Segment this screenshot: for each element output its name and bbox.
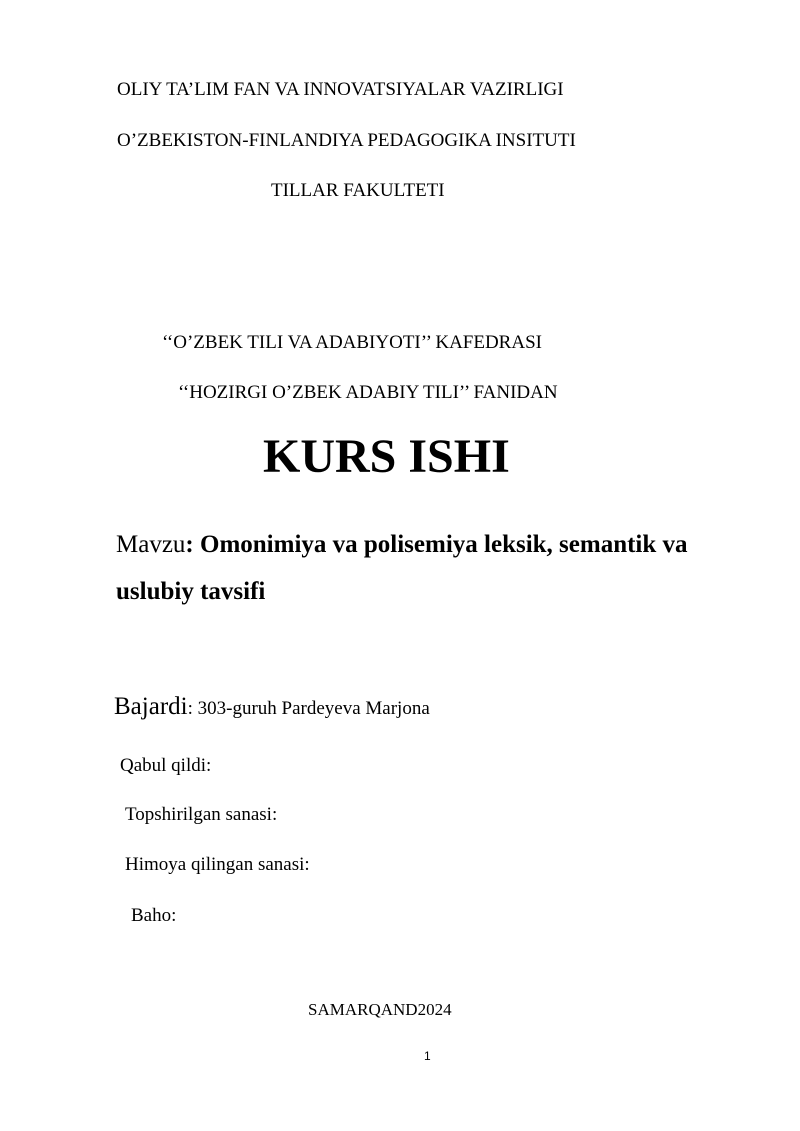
topic-block <box>116 521 756 615</box>
subject-heading: ‘‘HOZIRGI O’ZBEK ADABIY TILI’’ FANIDAN <box>178 382 558 403</box>
city-year: SAMARQAND2024 <box>308 1000 452 1019</box>
ministry-heading: OLIY TA’LIM FAN VA INNOVATSIYALAR VAZIRLIGI <box>117 79 564 100</box>
defended-date-label: Himoya qilingan sanasi: <box>125 854 310 875</box>
department-heading: ‘‘O’ZBEK TILI VA ADABIYOTI’’ KAFEDRASI <box>162 332 542 353</box>
submitted-date-label: Topshirilgan sanasi: <box>125 804 278 825</box>
topic-label: Mavzu <box>116 531 186 558</box>
accepted-by-label: Qabul qildi: <box>120 755 212 776</box>
performer-label: Bajardi <box>114 693 188 720</box>
topic-value: : Omonimiya va polisemiya leksik, semantik va uslubiy tavsifi <box>116 531 688 605</box>
grade-label: Baho: <box>131 905 177 926</box>
faculty-heading: TILLAR FAKULTETI <box>271 180 445 201</box>
performer-block <box>114 694 430 719</box>
document-title: KURS ISHI <box>263 430 510 483</box>
page-number: 1 <box>424 1049 431 1063</box>
institute-heading: O’ZBEKISTON-FINLANDIYA PEDAGOGIKA INSITUTI <box>117 130 576 151</box>
performer-value: : 303-guruh Pardeyeva Marjona <box>187 698 430 719</box>
